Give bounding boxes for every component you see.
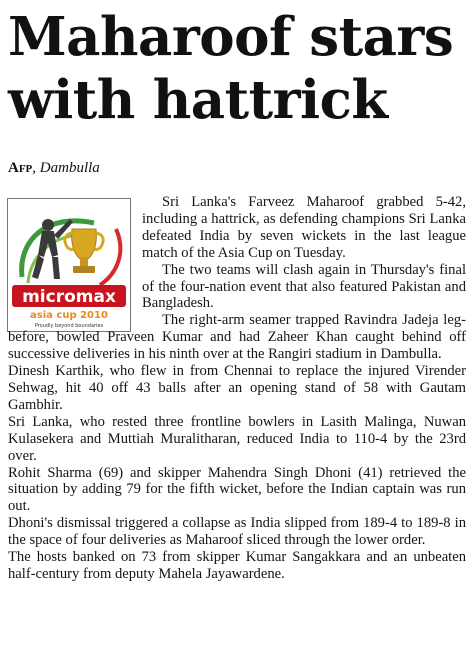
- byline-place: Dambulla: [39, 160, 100, 176]
- paragraph: Dinesh Karthik, who flew in from Chennai to replace the injured Virender Sehwag, hit 40 off 43 balls after an opening stand of 58 with Gautam Gambhir.: [8, 363, 466, 413]
- paragraph: The right-arm seamer trapped Ravindra Jadeja leg-before, bowled Praveen Kumar and had Zaheer Khan caught behind off successive deliveries in his ninth over at the Rangiri stadium in Dambulla.: [8, 312, 466, 363]
- paragraph: Rohit Sharma (69) and skipper Mahendra Singh Dhoni (41) retrieved the situation by adding 79 for the fifth wicket, before the Indian captain was run out.: [8, 464, 466, 515]
- byline-separator: ,: [32, 160, 40, 176]
- paragraph: Sri Lanka's Farveez Maharoof grabbed 5-42, including a hattrick, as defending champions Sri Lanka defeated India by seven wickets in the last league match of the Asia Cup on Tuesday.: [142, 194, 466, 261]
- paragraph: The hosts banked on 73 from skipper Kumar Sangakkara and an unbeaten half-century from deputy Mahela Jayawardene.: [8, 549, 466, 582]
- tagline-text: Proudly beyond boundaries: [34, 323, 104, 329]
- event-text: asia cup 2010: [30, 310, 108, 321]
- paragraph: The two teams will clash again in Thursday's final of the four-nation event that also featured Pakistan and Bangladesh.: [142, 261, 466, 312]
- byline: [8, 160, 100, 177]
- headline: [8, 6, 468, 132]
- paragraph: Dhoni's dismissal triggered a collapse as India slipped from 189-4 to 189-8 in the space of four deliveries as Maharoof sliced through the lower order.: [8, 515, 466, 549]
- brand-text: micromax: [22, 287, 116, 307]
- headline-line-1: Maharoof stars: [8, 6, 454, 68]
- headline-line-2: with hattrick: [8, 69, 388, 131]
- paragraph: Sri Lanka, who rested three frontline bowlers in Lasith Malinga, Nuwan Kulasekera and Muttiah Muralitharan, reduced India to 110-4 by the 23rd over.: [8, 413, 466, 464]
- byline-agency: Afp: [8, 160, 33, 176]
- article-body: [8, 194, 466, 583]
